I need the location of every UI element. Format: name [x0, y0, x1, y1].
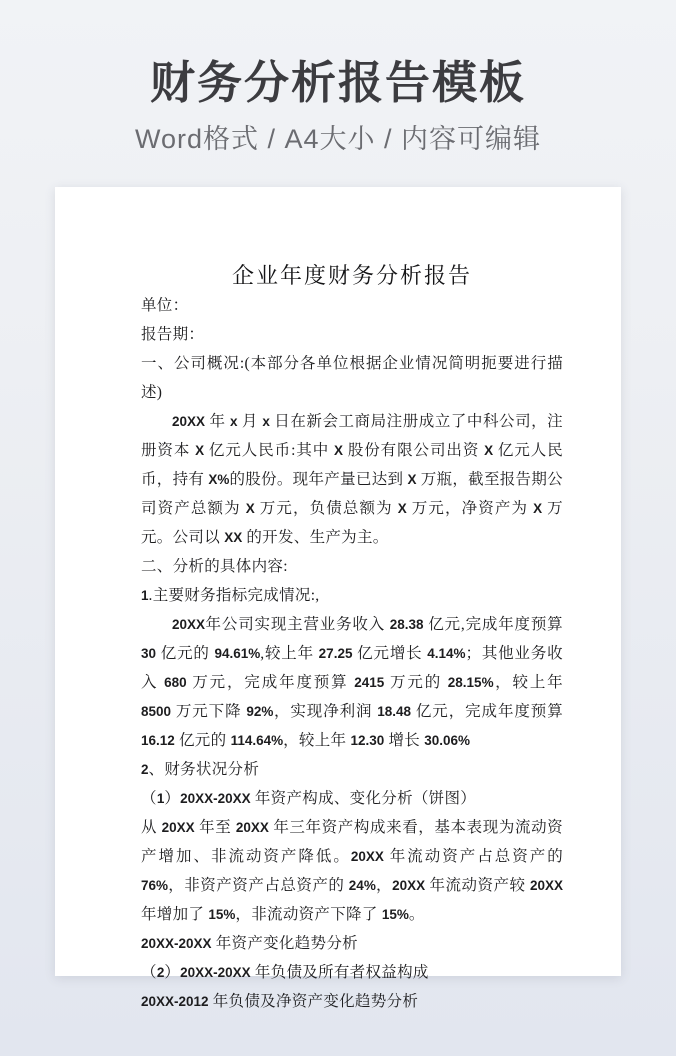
banner-title: 财务分析报告模板 [149, 57, 526, 108]
doc-paragraph-report-period-label: 报告期： [141, 326, 205, 343]
document-title: 企业年度财务分析报告 [231, 263, 472, 288]
doc-paragraph-unit-label: 单位： [141, 297, 189, 314]
doc-paragraph-financial-status-heading: 2、财务状况分析 [141, 761, 260, 778]
doc-paragraph-section1-heading: 一、公司概况:(本部分各单位根据企业情况简明扼要进行描述) [141, 355, 563, 401]
doc-paragraph-asset-trend-heading: 20XX-20XX 年资产变化趋势分析 [141, 935, 358, 952]
document-page-preview [55, 187, 621, 1010]
doc-paragraph-asset-composition-heading: （1）20XX-20XX 年资产构成、变化分析（饼图） [141, 790, 477, 807]
document-paragraphs [141, 291, 563, 1016]
banner-subtitle: Word格式 / A4大小 / 内容可编辑 [134, 123, 542, 154]
doc-paragraph-section2-heading: 二、分析的具体内容: [141, 558, 288, 575]
doc-paragraph-company-overview: 20XX 年 x 月 x 日在新会工商局注册成立了中科公司，注册资本 X 亿元人民币:其中 X 股份有限公司出资 X 亿元人民币，持有 X%的股份。现年产量已达到 X 万瓶，截至报告期公司资产总额为 X 万元，负债总额为 X 万元，净资产为 X 万元。公司以 XX 的开发、生产为主。 [141, 413, 563, 546]
doc-paragraph-liability-trend-heading: 20XX-2012 年负债及净资产变化趋势分析 [141, 993, 419, 1010]
document-content [55, 187, 621, 1016]
doc-paragraph-liability-equity-heading: （2）20XX-20XX 年负债及所有者权益构成 [141, 964, 429, 981]
doc-paragraph-indicators-heading: 1.主要财务指标完成情况:, [141, 587, 320, 604]
doc-paragraph-indicators-detail: 20XX年公司实现主营业务收入 28.38 亿元,完成年度预算 30 亿元的 94.61%,较上年 27.25 亿元增长 4.14%；其他业务收入 680 万元，完成年度预算 2415 万元的 28.15%，较上年 8500 万元下降 92%，实现净利润 18.48 亿元，完成年度预算 16.12 亿元的 114.64%，较上年 12.30 增长 30.06% [141, 616, 563, 749]
doc-paragraph-asset-composition-detail: 从 20XX 年至 20XX 年三年资产构成来看，基本表现为流动资产增加、非流动资产降低。20XX 年流动资产占总资产的 76%，非资产资产占总资产的 24%，20XX 年流动资产较 20XX 年增加了 15%，非流动资产下降了 15%。 [141, 819, 563, 923]
template-banner [0, 0, 676, 156]
